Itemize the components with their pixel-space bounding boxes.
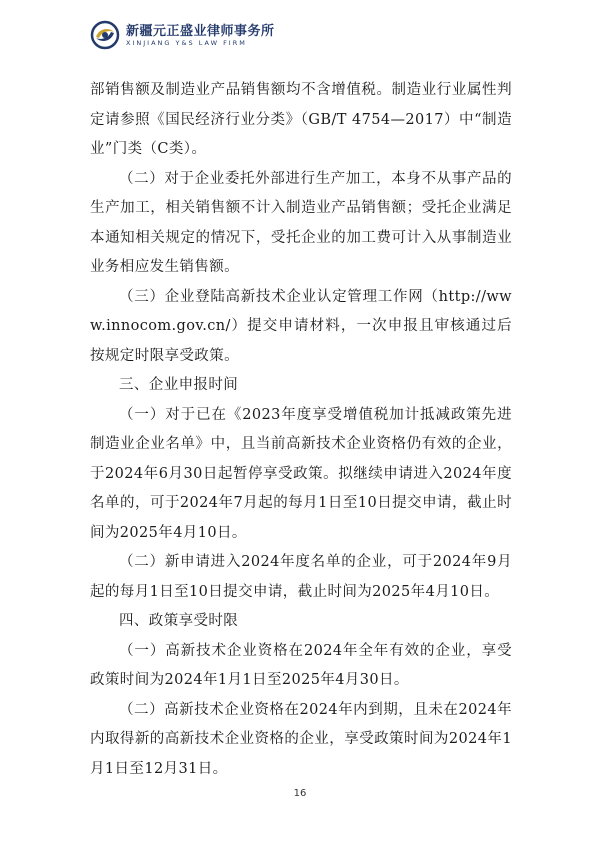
paragraph-item-2-2: （二）对于企业委托外部进行生产加工，本身不从事产品的生产加工，相关销售额不计入制造业产品销售额；受托企业满足本通知相关规定的情况下，受托企业的加工费可计入从事制造业业务相应发生销售额。 (90, 170, 512, 275)
paragraph-item-2-3: （三）企业登陆高新技术企业认定管理工作网（http://www.innocom.gov.cn/）提交申请材料，一次申报且审核通过后按规定时限享受政策。 (90, 288, 512, 364)
paragraph-item-3-2: （二）新申请进入2024年度名单的企业，可于2024年9月起的每月1日至10日提交申请，截止时间为2025年4月10日。 (90, 554, 512, 600)
section-heading-4: 四、政策享受时限 (119, 613, 239, 629)
paragraph-item-3-1: （一）对于已在《2023年度享受增值税加计抵减政策先进制造业企业名单》中，且当前高新技术企业资格仍有效的企业，于2024年6月30日起暂停享受政策。拟继续申请进入2024年度名单的，可于2024年7月起的每月1日至10日提交申请，截止时间为2025年4月10日。 (90, 406, 512, 541)
firm-name-en: XINJIANG Y&S LAW FIRM (126, 39, 247, 47)
firm-name-cn: 新疆元正盛业律师事务所 (126, 24, 275, 39)
paragraph-item-4-1: （一）高新技术企业资格在2024年全年有效的企业，享受政策时间为2024年1月1日至2025年4月30日。 (90, 642, 512, 688)
document-body (90, 76, 512, 784)
page-number: 16 (293, 788, 307, 799)
firm-logo-icon (90, 20, 120, 50)
paragraph-item-4-2: （二）高新技术企业资格在2024年内到期，且未在2024年内取得新的高新技术企业资格的企业，享受政策时间为2024年1月1日至12月31日。 (90, 701, 512, 777)
section-heading-3: 三、企业申报时间 (119, 377, 239, 393)
paragraph-continuation: 部销售额及制造业产品销售额均不含增值税。制造业行业属性判定请参照《国民经济行业分类》（GB/T 4754—2017）中“制造业”门类（C类）。 (90, 82, 512, 157)
